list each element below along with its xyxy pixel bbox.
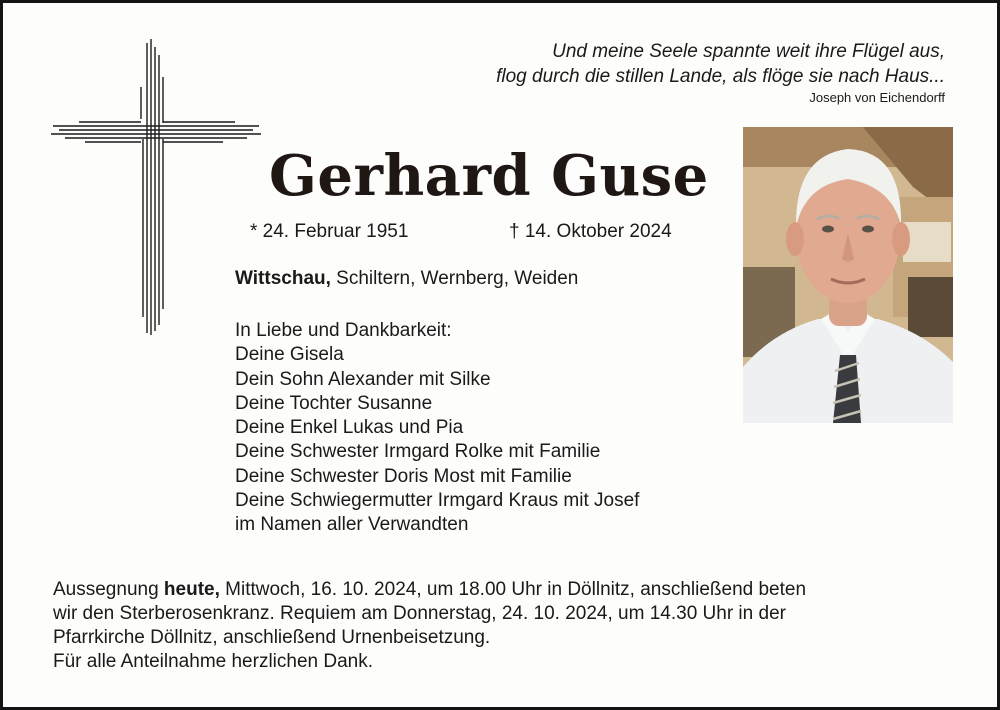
birth-date: * 24. Februar 1951	[250, 221, 409, 242]
mourner-item: Deine Schwester Irmgard Rolke mit Familie	[235, 441, 601, 463]
service-details	[53, 578, 953, 674]
service-line-1	[53, 578, 953, 602]
mourner-item: Deine Schwiegermutter Irmgard Kraus mit Josef	[235, 490, 640, 512]
places-line	[235, 268, 578, 290]
quote-line-2: flog durch die stillen Lande, als flöge sie nach Haus...	[496, 66, 945, 87]
mourner-item: Deine Schwester Doris Most mit Familie	[235, 465, 572, 487]
mourner-item: Deine Tochter Susanne	[235, 392, 433, 414]
quote-author: Joseph von Eichendorff	[809, 90, 945, 105]
service-today: heute,	[163, 579, 220, 600]
service-line-3: Pfarrkirche Döllnitz, anschließend Urnenbeisetzung.	[53, 627, 491, 648]
service-line-2: wir den Sterberosenkranz. Requiem am Donnerstag, 24. 10. 2024, um 14.30 Uhr in der	[53, 603, 786, 624]
other-places: Schiltern, Wernberg, Weiden	[330, 268, 579, 289]
death-date: † 14. Oktober 2024	[509, 221, 672, 242]
quote-line-1: Und meine Seele spannte weit ihre Flügel aus,	[552, 41, 945, 62]
service-text: Mittwoch, 16. 10. 2024, um 18.00 Uhr in Döllnitz, anschließend beten	[219, 579, 807, 600]
mourner-item: im Namen aller Verwandten	[235, 514, 469, 536]
mourner-item: Deine Gisela	[235, 344, 344, 366]
mourner-item: Dein Sohn Alexander mit Silke	[235, 368, 491, 390]
deceased-name: Gerhard Guse	[269, 143, 709, 209]
primary-place: Wittschau,	[235, 268, 331, 289]
service-text: Aussegnung	[53, 579, 164, 600]
mourners-intro: In Liebe und Dankbarkeit:	[235, 320, 452, 341]
portrait-photo	[743, 127, 953, 423]
mourner-item: Deine Enkel Lukas und Pia	[235, 417, 464, 439]
thanks-line: Für alle Anteilnahme herzlichen Dank.	[53, 651, 374, 672]
cross-icon	[51, 37, 261, 337]
poem-quote	[496, 39, 945, 106]
mourners-list	[235, 319, 639, 538]
